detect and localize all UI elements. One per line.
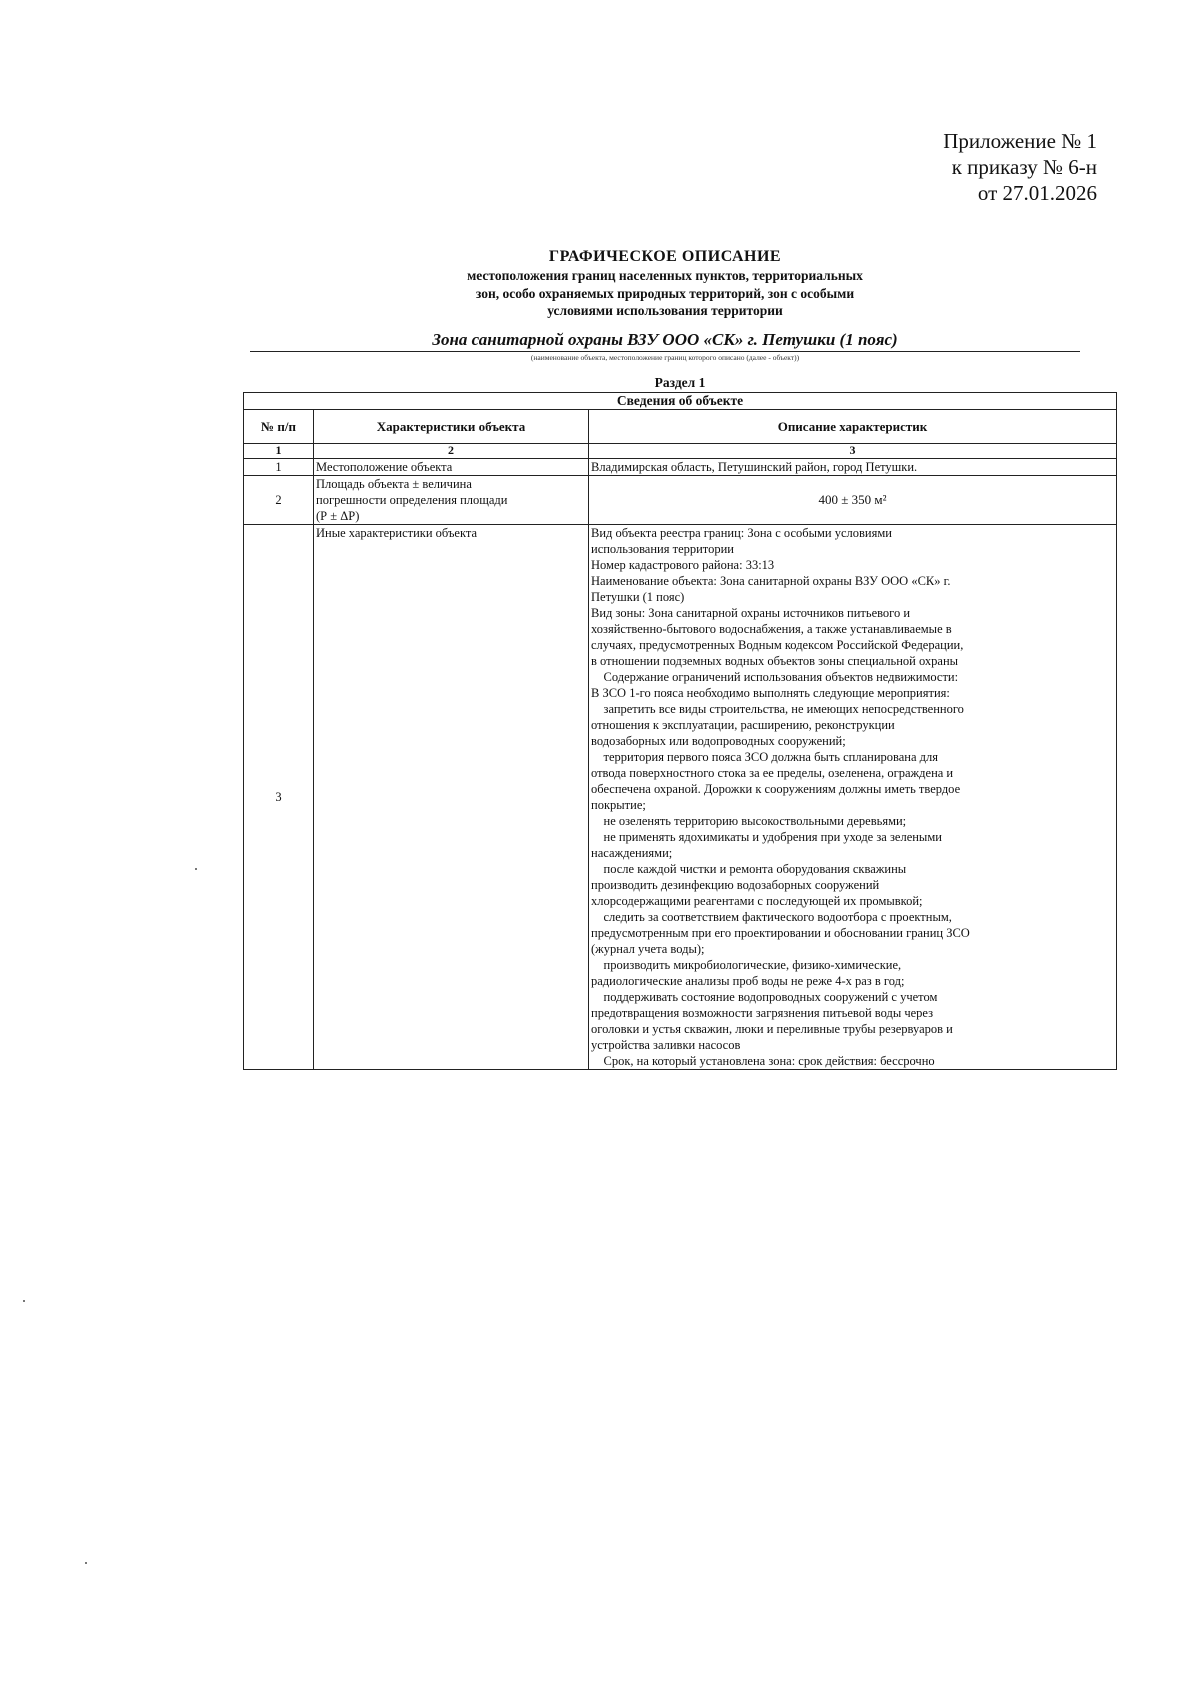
scan-speck bbox=[85, 1562, 87, 1564]
appendix-number: Приложение № 1 bbox=[943, 129, 1097, 153]
document-subtitle-line-3: условиями использования территории bbox=[547, 303, 783, 318]
description-line: Наименование объекта: Зона санитарной охраны ВЗУ ООО «СК» г. bbox=[591, 574, 951, 588]
description-line: Вид объекта реестра границ: Зона с особыми условиями bbox=[591, 526, 892, 540]
row-num: 1 bbox=[244, 459, 314, 476]
description-line: запретить все виды строительства, не имеющих непосредственного bbox=[591, 702, 964, 716]
description-line: обеспечена охраной. Дорожки к сооружениям должны иметь твердое bbox=[591, 782, 961, 796]
row-characteristic bbox=[314, 476, 589, 525]
object-name-underline bbox=[250, 351, 1080, 352]
description-line: Срок, на который установлена зона: срок действия: бессрочно bbox=[591, 1054, 935, 1068]
column-number: 1 bbox=[244, 444, 314, 459]
document-title: ГРАФИЧЕСКОЕ ОПИСАНИЕ bbox=[548, 248, 782, 265]
description-line: случаях, предусмотренных Водным кодексом Российской Федерации, bbox=[591, 638, 964, 652]
description-line: производить дезинфекцию водозаборных сооружений bbox=[591, 878, 880, 892]
description-line: покрытие; bbox=[591, 798, 646, 812]
column-number: 3 bbox=[589, 444, 1117, 459]
characteristic-line: погрешности определения площади bbox=[316, 493, 508, 507]
table-row bbox=[244, 525, 1117, 1070]
description-line: Вид зоны: Зона санитарной охраны источников питьевого и bbox=[591, 606, 911, 620]
row-num: 3 bbox=[244, 525, 314, 1070]
description-line: отвода поверхностного стока за ее пределы, озеленена, ограждена и bbox=[591, 766, 954, 780]
characteristic-line: Площадь объекта ± величина bbox=[316, 477, 472, 491]
description-line: Номер кадастрового района: 33:13 bbox=[591, 558, 775, 572]
scan-speck bbox=[23, 1300, 25, 1302]
appendix-reference bbox=[943, 128, 1097, 206]
description-line: оголовки и устья скважин, люки и переливные трубы резервуаров и bbox=[591, 1022, 953, 1036]
description-line: предусмотренным при его проектировании и обосновании границ ЗСО bbox=[591, 926, 970, 940]
description-line: Петушки (1 пояс) bbox=[591, 590, 685, 604]
description-line: В ЗСО 1-го пояса необходимо выполнять следующие мероприятия: bbox=[591, 686, 950, 700]
column-number-row bbox=[244, 444, 1117, 459]
header-num: № п/п bbox=[244, 410, 314, 444]
description-line: хлорсодержащими реагентами с последующей их промывкой; bbox=[591, 894, 923, 908]
row-characteristic: Местоположение объекта bbox=[314, 459, 589, 476]
table-title-row bbox=[244, 393, 1117, 410]
scan-speck bbox=[195, 868, 197, 870]
document-subtitle-line-1: местоположения границ населенных пунктов, территориальных bbox=[467, 268, 863, 283]
table-header-row bbox=[244, 410, 1117, 444]
description-line: отношения к эксплуатации, расширению, реконструкции bbox=[591, 718, 895, 732]
description-line: устройства заливки насосов bbox=[591, 1038, 741, 1052]
row-description: 400 ± 350 м² bbox=[589, 476, 1117, 525]
description-line: (журнал учета воды); bbox=[591, 942, 705, 956]
description-line: после каждой чистки и ремонта оборудования скважины bbox=[591, 862, 907, 876]
object-info-table bbox=[243, 392, 1117, 1070]
header-characteristic: Характеристики объекта bbox=[314, 410, 589, 444]
description-line: территория первого пояса ЗСО должна быть спланирована для bbox=[591, 750, 939, 764]
order-date: от 27.01.2026 bbox=[977, 181, 1097, 205]
column-number: 2 bbox=[314, 444, 589, 459]
table-title: Сведения об объекте bbox=[244, 393, 1117, 410]
table-row bbox=[244, 459, 1117, 476]
description-line: не озеленять территорию высокоствольными деревьями; bbox=[591, 814, 907, 828]
description-line: Содержание ограничений использования объектов недвижимости: bbox=[591, 670, 959, 684]
characteristic-line: (Р ± ΔР) bbox=[316, 509, 360, 523]
header-description: Описание характеристик bbox=[589, 410, 1117, 444]
table-row bbox=[244, 476, 1117, 525]
section-label: Раздел 1 bbox=[654, 375, 706, 390]
description-line: производить микробиологические, физико-химические, bbox=[591, 958, 902, 972]
description-line: хозяйственно-бытового водоснабжения, а также устанавливаемые в bbox=[591, 622, 952, 636]
object-name: Зона санитарной охраны ВЗУ ООО «СК» г. Петушки (1 пояс) bbox=[432, 330, 898, 349]
row-description bbox=[589, 525, 1117, 1070]
description-line: в отношении подземных водных объектов зоны специальной охраны bbox=[591, 654, 959, 668]
description-line: не применять ядохимикаты и удобрения при уходе за зелеными bbox=[591, 830, 942, 844]
row-description: Владимирская область, Петушинский район, город Петушки. bbox=[589, 459, 1117, 476]
description-line: предотвращения возможности загрязнения питьевой воды через bbox=[591, 1006, 934, 1020]
description-line: водозаборных или водопроводных сооружений; bbox=[591, 734, 846, 748]
row-num: 2 bbox=[244, 476, 314, 525]
description-line: насаждениями; bbox=[591, 846, 673, 860]
order-number: к приказу № 6-н bbox=[951, 155, 1097, 179]
description-line: использования территории bbox=[591, 542, 734, 556]
document-subtitle-line-2: зон, особо охраняемых природных территорий, зон с особыми bbox=[475, 285, 855, 301]
description-line: радиологические анализы проб воды не реже 4-х раз в год; bbox=[591, 974, 905, 988]
description-line: поддерживать состояние водопроводных сооружений с учетом bbox=[591, 990, 938, 1004]
document-heading bbox=[235, 247, 1095, 320]
row-characteristic: Иные характеристики объекта bbox=[314, 525, 589, 1070]
description-line: следить за соответствием фактического водоотбора с проектным, bbox=[591, 910, 952, 924]
object-name-caption: (наименование объекта, местоположение границ которого описано (далее - объект)) bbox=[530, 353, 800, 362]
